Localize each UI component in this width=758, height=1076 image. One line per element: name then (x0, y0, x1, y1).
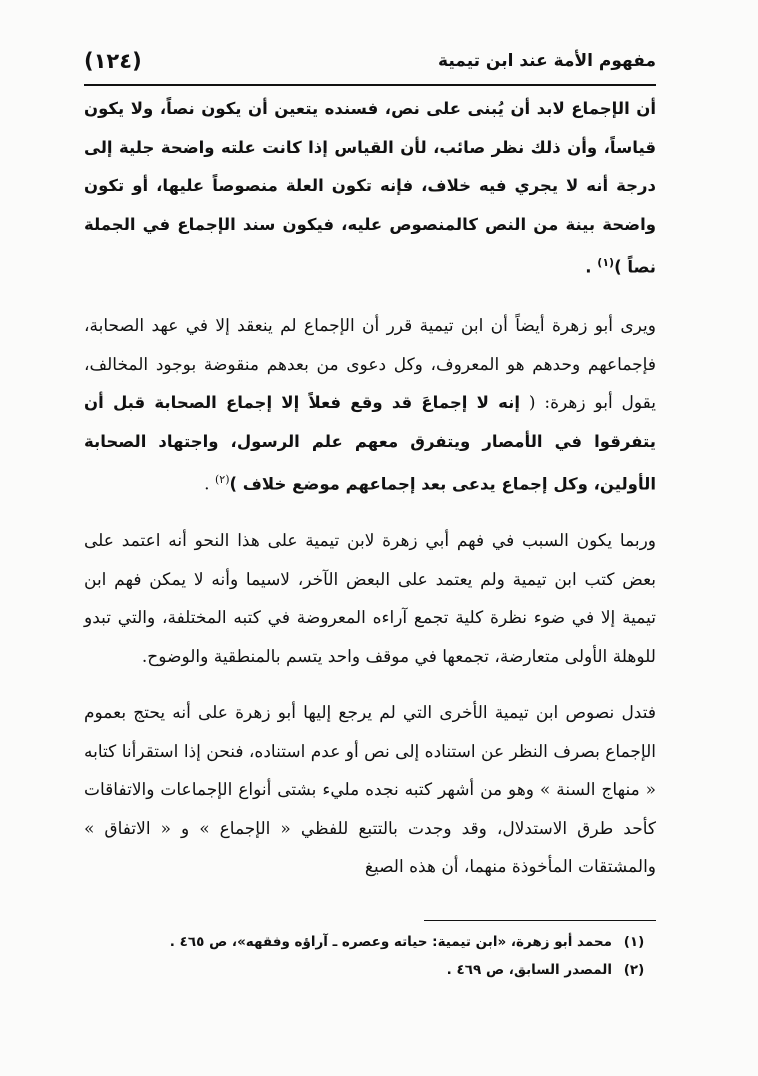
running-title: مفهوم الأمة عند ابن تيمية (438, 51, 656, 71)
paragraph-1-text: أن الإجماع لابد أن يُبنى على نص، فسنده يتعين أن يكون نصاً، ولا يكون قياساً، وأن ذلك نظر صائب، لأن القياس إذا كانت علته واضحة جلية إلى درجة أنه لا يجري فيه خلاف، فإنه تكون العلة منصوصاً عليها، أو تكون واضحة بينة من النص كالمنصوص عليه، فيكون سند الإجماع في الجملة نصاً ) (84, 99, 656, 277)
paragraph-2-lead: ويرى أبو زهرة أيضاً أن ابن تيمية قرر أن الإجماع لم ينعقد إلا في عهد الصحابة، فإجماعهم وحدهم هو المعروف، وكل دعوى من بعدهم منقوضة بوجود المخالف، يقول أبو زهرة: ( (84, 316, 656, 413)
page-number: (١٢٤) (84, 49, 142, 73)
footnote-ref-1: (١) (597, 256, 615, 269)
paragraph-1-tail: . (585, 257, 598, 277)
paragraph-1 (84, 90, 656, 287)
footnote-number: (١) (623, 934, 645, 950)
footnote-2 (84, 956, 656, 984)
footnote-number: (٢) (623, 962, 645, 978)
page-header (84, 42, 656, 80)
footnote-1 (84, 928, 656, 956)
footnote-rule (424, 920, 656, 921)
paragraph-3: وربما يكون السبب في فهم أبي زهرة لابن تيمية على هذا النحو أنه اعتمد على بعض كتب ابن تيمية ولم يعتمد على البعض الآخر، لاسيما وأنه لا يمكن فهم ابن تيمية إلا في ضوء نظرة كلية تجمع آراءه المعروضة في كتبه المختلفة، والتي تبدو للوهلة الأولى متعارضة، تجمعها في موقف واحد يتسم بالمنطقية والوضوح. (84, 531, 656, 667)
paragraph-4: فتدل نصوص ابن تيمية الأخرى التي لم يرجع إليها أبو زهرة على أنه يحتج بعموم الإجماع بصرف النظر عن استناده إلى نص أو عدم استناده، فنحن إذا استقرأنا كتابه « منهاج السنة » وهو من أشهر كتبه نجده مليء بشتى أنواع الإجماعات والاتفاقات كأحد طرق الاستدلال، وقد وجدت بالتتبع للفظي « الإجماع » و « الاتفاق » والمشتقات المأخوذة منهما، أن هذه الصيغ (84, 703, 656, 878)
paragraph-2-quote: إنه لا إجماعَ قد وقع فعلاً إلا إجماع الصحابة قبل أن يتفرقوا في الأمصار ويتفرق معهم علم الرسول، واجتهاد الصحابة الأولين، وكل إجماع يدعى بعد إجماعهم موضع خلاف ) (84, 393, 656, 494)
paragraph-2 (84, 307, 656, 504)
paragraph-2-tail: . (204, 474, 215, 495)
footnote-text: محمد أبو زهرة، «ابن تيمية: حياته وعصره ـ آراؤه وفقهه»، ص ٤٦٥ . (169, 934, 612, 950)
footnotes (84, 928, 656, 984)
body-text (84, 90, 656, 887)
footnote-ref-2: (٢) (214, 473, 230, 486)
footnote-text: المصدر السابق، ص ٤٦٩ . (446, 962, 612, 978)
header-rule (84, 84, 656, 86)
